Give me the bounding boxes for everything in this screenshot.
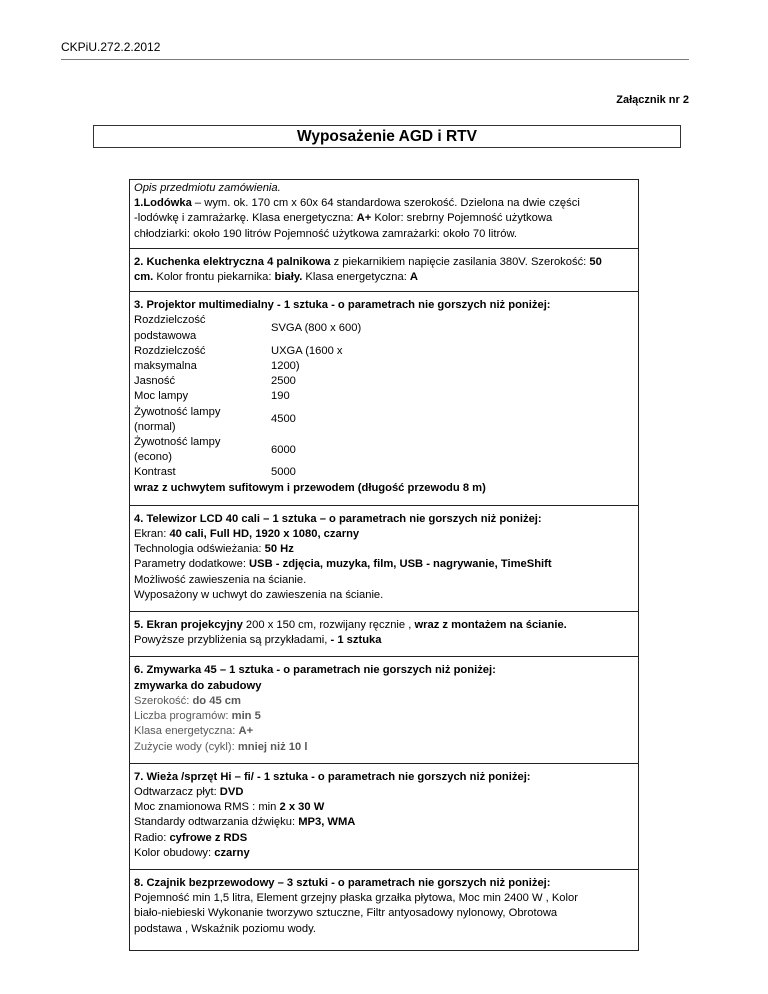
hifi-color-value: czarny <box>214 846 250 859</box>
spec-label <box>134 313 271 343</box>
spec-label-line: Rozdzielczość <box>134 314 206 327</box>
dishwasher-energy <box>134 724 633 739</box>
screen-desc: 200 x 150 cm, rozwijany ręcznie , <box>242 619 415 632</box>
kettle-heading <box>134 876 633 891</box>
cooker-name: 2. Kuchenka elektryczna 4 palnikowa <box>134 255 331 268</box>
dishwasher-energy-label: Klasa energetyczna: <box>134 725 239 738</box>
dishwasher-heading <box>134 663 633 678</box>
spec-label-line: Żywotność lampy <box>134 436 221 449</box>
header-divider <box>61 59 689 60</box>
kettle-line-3: podstawa , Wskaźnik poziomu wody. <box>134 922 316 935</box>
spec-label-line: Rozdzielczość <box>134 344 206 357</box>
screen-line-2 <box>134 633 633 648</box>
kettle-line-1: Pojemność min 1,5 litra, Element grzejny płaska grzałka płytowa, Moc min 2400 W , Kolor <box>134 892 578 905</box>
projector-footer <box>134 481 633 496</box>
spec-value: 6000 <box>271 443 296 456</box>
cooker-width: 50 <box>589 255 602 268</box>
fridge-line-1 <box>134 196 633 211</box>
section-cooker <box>130 249 638 292</box>
hifi-color <box>134 846 633 861</box>
kettle-line-2: biało-niebieski Wykonanie tworzywo sztuczne, Filtr antyosadowy nylonowy, Obrotowa <box>134 907 558 920</box>
section-tv <box>130 506 638 612</box>
dishwasher-width-value: do 45 cm <box>192 694 241 707</box>
spec-value <box>271 321 471 336</box>
spec-label-line: maksymalna <box>134 360 197 373</box>
tv-wall-2: Wyposażony w uchwyt do zawieszenia na ścianie. <box>134 588 384 601</box>
dishwasher-energy-value: A+ <box>238 725 254 738</box>
title-box <box>93 125 681 148</box>
tv-screen-value: 40 cali, Full HD, 1920 x 1080, czarny <box>169 528 360 541</box>
dishwasher-water-label: Zużycie wody (cykl): <box>134 740 238 753</box>
cooker-line-2 <box>134 270 633 285</box>
cooker-energy: A <box>409 271 419 284</box>
dishwasher-sub-text: zmywarka do zabudowy <box>134 679 262 692</box>
tv-refresh-label: Technologia odświeżania: <box>134 543 265 556</box>
section-kettle <box>130 870 638 951</box>
tv-refresh <box>134 542 633 557</box>
spec-value <box>271 344 471 374</box>
fridge-line-2 <box>134 211 633 226</box>
hifi-player-label: Odtwarzacz płyt: <box>134 785 220 798</box>
dishwasher-width <box>134 694 633 709</box>
dishwasher-programs-value: min 5 <box>231 710 261 723</box>
tv-extras <box>134 557 633 572</box>
hifi-radio-value: cyfrowe z RDS <box>169 831 248 844</box>
cooker-desc-3: Klasa energetyczna: <box>302 271 410 284</box>
page-title: Wyposażenie AGD i RTV <box>296 128 477 145</box>
kettle-heading-text: 8. Czajnik bezprzewodowy – 3 sztuki - o parametrach nie gorszych niż poniżej: <box>134 876 551 889</box>
cooker-desc-1: z piekarnikiem napięcie zasilania 380V. Szerokość: <box>330 255 590 268</box>
tv-heading-text: 4. Telewizor LCD 40 cali – 1 sztuka – o parametrach nie gorszych niż poniżej: <box>134 512 542 525</box>
fridge-line-3: chłodziarki: około 190 litrów Pojemność użytkowa zamrażarki: około 70 litrów. <box>134 227 518 240</box>
hifi-formats-value: MP3, WMA <box>298 816 356 829</box>
dishwasher-programs-label: Liczba programów: <box>134 710 232 723</box>
spec-label: Moc lampy <box>134 390 189 403</box>
dishwasher-programs <box>134 709 633 724</box>
fridge-desc-2a: -lodówkę i zamrażarkę. Klasa energetyczna: <box>134 212 357 225</box>
cooker-color: biały. <box>274 271 303 284</box>
hifi-radio-label: Radio: <box>134 831 170 844</box>
screen-name: 5. Ekran projekcyjny <box>134 619 243 632</box>
spec-label-line: podstawowa <box>134 329 197 342</box>
screen-line-1 <box>134 618 633 633</box>
hifi-formats-label: Standardy odtwarzania dźwięku: <box>134 816 299 829</box>
spec-label-line: (normal) <box>134 420 176 433</box>
tv-screen <box>134 527 633 542</box>
spec-label: Jasność <box>134 375 176 388</box>
spec-value: 2500 <box>271 375 296 388</box>
spec-label <box>134 435 271 465</box>
screen-qty: - 1 sztuka <box>330 634 382 647</box>
section-dishwasher <box>130 657 638 763</box>
hifi-player-value: DVD <box>219 785 244 798</box>
cooker-line-1 <box>134 255 633 270</box>
spec-label-line: Żywotność lampy <box>134 405 221 418</box>
document-reference: CKPiU.272.2.2012 <box>61 40 161 54</box>
hifi-color-label: Kolor obudowy: <box>134 846 215 859</box>
hifi-heading <box>134 770 633 785</box>
screen-note: Powyższe przybliżenia są przykładami, <box>134 634 331 647</box>
hifi-player <box>134 785 633 800</box>
spec-label-line: (econo) <box>134 451 172 464</box>
spec-value-line: SVGA (800 x 600) <box>271 322 362 335</box>
spec-value: 5000 <box>271 466 296 479</box>
section-screen <box>130 612 638 657</box>
spec-value: 190 <box>271 390 290 403</box>
cooker-desc-2: Kolor frontu piekarnika: <box>153 271 275 284</box>
dishwasher-water-value: mniej niż 10 l <box>237 740 308 753</box>
hifi-radio <box>134 831 633 846</box>
hifi-power-label: Moc znamionowa RMS : min <box>134 801 280 814</box>
projector-heading-text: 3. Projektor multimedialny - 1 sztuka - o parametrach nie gorszych niż poniżej: <box>134 299 551 312</box>
intro-text: Opis przedmiotu zamówienia. <box>134 182 281 194</box>
projector-footer-text: wraz z uchwytem sufitowym i przewodem (długość przewodu 8 m) <box>134 481 486 494</box>
hifi-power <box>134 800 633 815</box>
tv-screen-label: Ekran: <box>134 528 170 541</box>
section-fridge <box>130 180 638 249</box>
hifi-heading-text: 7. Wieża /sprzęt Hi – fi/ - 1 sztuka - o parametrach nie gorszych niż poniżej: <box>134 770 531 783</box>
tv-wall-1: Możliwość zawieszenia na ścianie. <box>134 573 307 586</box>
spec-label: Kontrast <box>134 466 176 479</box>
screen-mount: wraz z montażem na ścianie. <box>414 619 567 632</box>
hifi-power-value: 2 x 30 W <box>279 801 325 814</box>
dishwasher-heading-text: 6. Zmywarka 45 – 1 sztuka - o parametrach nie gorszych niż poniżej: <box>134 664 496 677</box>
annex-label: Załącznik nr 2 <box>616 94 689 106</box>
cooker-cm: cm. <box>134 271 154 284</box>
projector-spec-grid <box>134 313 633 480</box>
fridge-energy: A+ <box>356 212 372 225</box>
section-hifi <box>130 764 638 870</box>
fridge-desc-2b: Kolor: srebrny Pojemność użytkowa <box>371 212 553 225</box>
section-projector <box>130 292 638 506</box>
dishwasher-width-label: Szerokość: <box>134 694 193 707</box>
dishwasher-water <box>134 740 633 755</box>
hifi-formats <box>134 815 633 830</box>
dishwasher-sub <box>134 679 633 694</box>
fridge-desc-1: – wym. ok. 170 cm x 60x 64 standardowa szerokość. Dzielona na dwie części <box>191 197 580 210</box>
spec-value-line: 1200) <box>271 360 300 373</box>
spec-value-line: UXGA (1600 x <box>271 344 343 357</box>
tv-heading <box>134 512 633 527</box>
tv-extras-label: Parametry dodatkowe: <box>134 558 250 571</box>
tv-refresh-value: 50 Hz <box>264 543 294 556</box>
specification-table <box>129 179 639 951</box>
spec-label <box>134 344 271 374</box>
projector-heading <box>134 298 633 313</box>
fridge-name: 1.Lodówka <box>134 197 192 210</box>
spec-label <box>134 405 271 435</box>
spec-value: 4500 <box>271 413 296 426</box>
tv-extras-value: USB - zdjęcia, muzyka, film, USB - nagrywanie, TimeShift <box>249 558 552 571</box>
